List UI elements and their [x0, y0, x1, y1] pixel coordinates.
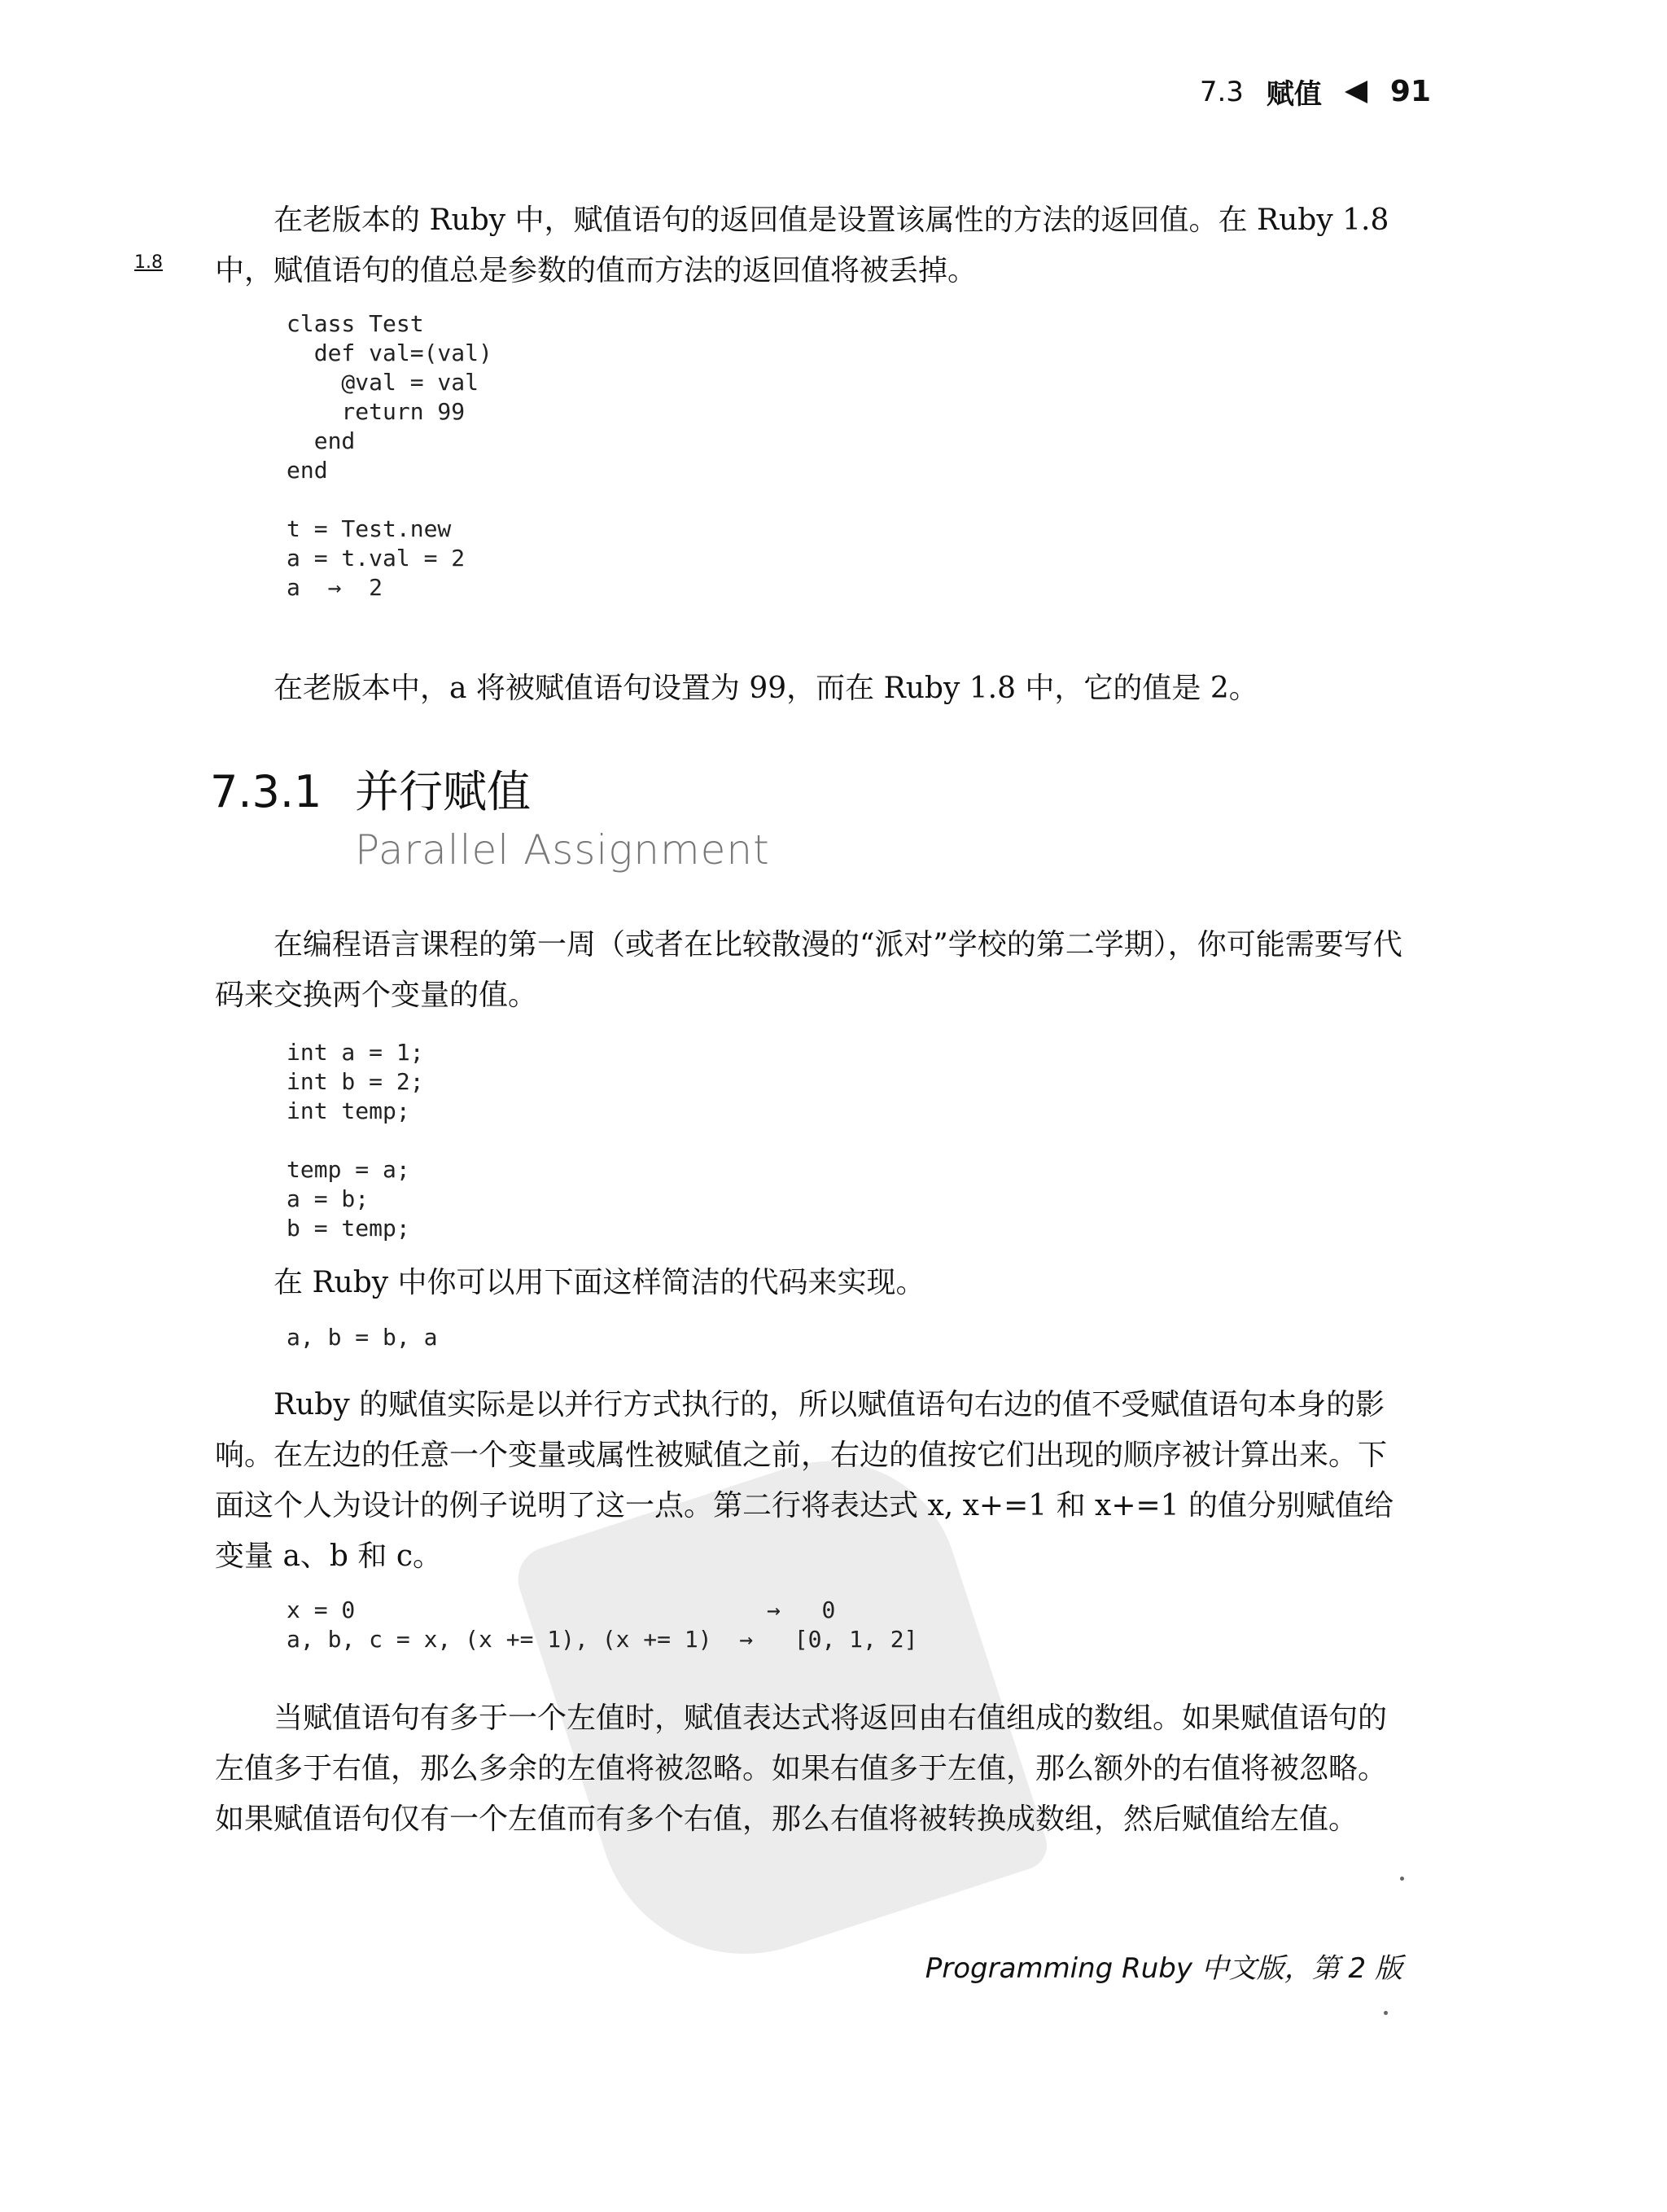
paragraph-5: Ruby 的赋值实际是以并行方式执行的，所以赋值语句右边的值不受赋值语句本身的影响。在左边的任意一个变量或属性被赋值之前，右边的值按它们出现的顺序被计算出来。下面这个人为设计的例子说明了这一点。第二行将表达式 x, x+=1 和 x+=1 的值分别赋值给变量 a、b 和 c。	[215, 1388, 1394, 1573]
scan-speck	[1384, 2011, 1388, 2015]
paragraph-3: 在编程语言课程的第一周（或者在比较散漫的“派对”学校的第二学期），你可能需要写代码来交换两个变量的值。	[215, 928, 1402, 1012]
section-number: 7.3.1	[210, 766, 322, 817]
section-title-zh: 并行赋值	[355, 766, 531, 817]
scan-speck	[1400, 1877, 1404, 1881]
paragraph-2: 在老版本中，a 将被赋值语句设置为 99，而在 Ruby 1.8 中，它的值是 2。	[273, 672, 1258, 705]
code-block-swap-c: int a = 1; int b = 2; int temp; temp = a; a = b; b = temp;	[287, 1039, 424, 1242]
code-block-class-test: class Test def val=(val) @val = val return 99 end end t = Test.new a = t.val = 2 a → 2	[287, 310, 492, 601]
paragraph-6: 当赋值语句有多于一个左值时，赋值表达式将返回由右值组成的数组。如果赋值语句的左值多于右值，那么多余的左值将被忽略。如果右值多于左值，那么额外的右值将被忽略。如果赋值语句仅有一个左值而有多个右值，那么右值将被转换成数组，然后赋值给左值。	[215, 1702, 1388, 1836]
left-arrow-icon	[1345, 81, 1367, 103]
page-number: 91	[1389, 75, 1431, 108]
header-title: 赋值	[1266, 78, 1322, 111]
paragraph-1: 在老版本的 Ruby 中，赋值语句的返回值是设置该属性的方法的返回值。在 Ruby 1.8 中，赋值语句的值总是参数的值而方法的返回值将被丢掉。	[215, 204, 1389, 287]
margin-version-note: 1.8	[134, 252, 163, 273]
running-header	[1200, 72, 1431, 112]
section-title-en: Parallel Assignment	[355, 826, 770, 874]
section-heading	[210, 757, 770, 874]
code-block-swap-ruby: a, b = b, a	[287, 1324, 438, 1351]
header-section-number: 7.3	[1199, 75, 1244, 108]
running-footer: Programming Ruby 中文版，第 2 版	[925, 1952, 1402, 1985]
code-block-parallel: x = 0 → 0 a, b, c = x, (x += 1), (x += 1) → [0, 1, 2]	[287, 1597, 918, 1653]
paragraph-4: 在 Ruby 中你可以用下面这样简洁的代码来实现。	[273, 1266, 925, 1299]
